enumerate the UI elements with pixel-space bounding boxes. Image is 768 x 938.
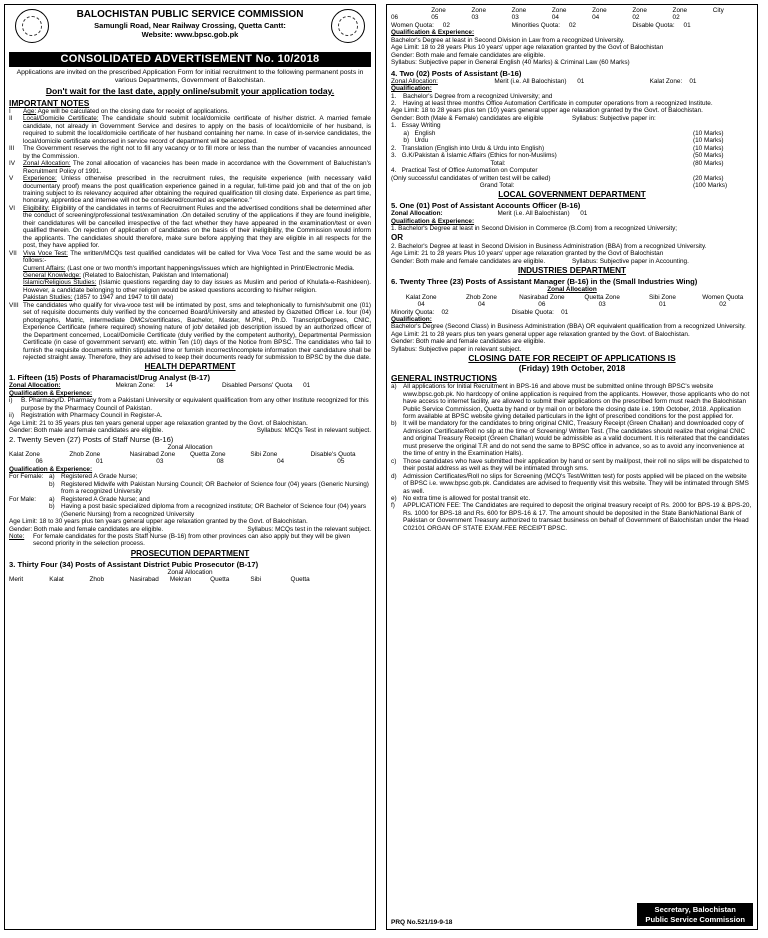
zone-label: Kalat bbox=[49, 576, 64, 584]
footer bbox=[391, 900, 753, 926]
post3-zonal-label: Zonal Allocation bbox=[167, 568, 213, 576]
note-body: Unless otherwise prescribed in the recruitment rules, the requisite experience (with necessary valid documentary proof) means the post qualification experience gained in a regular, full-time paid job and that of the on job training subject to its relevancy acquired after obtaining the required qualification till closing date. Experience as part time, honorary, apprentice and internee will not be considered/counted as experience." bbox=[23, 175, 371, 205]
zone-label: Quetta Zone bbox=[584, 293, 620, 301]
post5-or: OR bbox=[391, 232, 403, 242]
zone-label: Women Quota bbox=[702, 293, 744, 301]
list-text: Having a post basic specialized diploma from a recognized institute; OR Bachelor of Science four (04) years (Generic Nursing) from a recognized University bbox=[61, 503, 367, 518]
list-text: Registered A Grade Nurse; and bbox=[61, 495, 150, 503]
paper-name: 1. Essay Writing bbox=[391, 122, 441, 130]
post5-qual-label: Qualification & Experience: bbox=[391, 217, 475, 225]
paper-name: Grand Total: bbox=[391, 181, 515, 189]
list-text: Registered Midwife with Pakistan Nursing Council; OR Bachelor of Science four (04) years (Generic Nursing) from a recognized University bbox=[61, 480, 369, 496]
zone-value: 06 bbox=[391, 14, 399, 22]
zone-label: Zhob Zone bbox=[466, 293, 497, 301]
note-label: Local/Domicile Certificate: bbox=[23, 115, 99, 123]
list-item bbox=[391, 93, 753, 100]
prq-number: PRQ No.521/19-9-18 bbox=[391, 918, 453, 926]
viva-label: Islamic/Religious Studies: bbox=[23, 279, 97, 287]
post5-qual1: 1. Bachelor's Degree at least in Second Division in Commerce (B.Com) from a recognized University; bbox=[391, 225, 678, 233]
post2-qual-label: Qualification & Experience: bbox=[9, 465, 93, 473]
post5-gender-syllabus: Gender: Both male and female candidates are eligible. Syllabus: Subjective paper in Accounting. bbox=[391, 257, 689, 265]
viva-item bbox=[9, 279, 371, 294]
list-item bbox=[9, 397, 371, 412]
list-number: a) bbox=[391, 383, 397, 391]
zone-value: 02 bbox=[632, 14, 640, 22]
left-column bbox=[4, 4, 376, 930]
note-text bbox=[23, 175, 371, 205]
note-text bbox=[23, 160, 371, 175]
paper-row bbox=[391, 122, 753, 129]
paper-row bbox=[391, 137, 753, 144]
note-number: I bbox=[9, 108, 11, 115]
bpsc-logo-icon bbox=[15, 9, 49, 43]
post4-qual-label: Qualification: bbox=[391, 85, 432, 93]
paper-marks bbox=[693, 122, 753, 129]
paper-row bbox=[391, 145, 753, 152]
note-body: The written/MCQs test qualified candidates will be called for Viva Voce Test and the same would be as follows:- bbox=[23, 249, 371, 265]
zone-value: 06 bbox=[35, 458, 43, 466]
post2-gender-syllabus: Gender: Both male and female candidates are eligible. Syllabus: MCQs test in the relevant subject. bbox=[9, 525, 371, 533]
paper-marks: (50 Marks) bbox=[693, 152, 724, 160]
org-website: Website: www.bpsc.gob.pk bbox=[141, 30, 239, 39]
post1-zonal: Zonal Allocation: Mekran Zone: 14 Disabled Persons' Quota 01 bbox=[9, 382, 311, 390]
list-item bbox=[391, 420, 753, 457]
zone-label: Sibi Zone bbox=[648, 293, 676, 301]
zone-label: Quetta Zone bbox=[189, 451, 226, 459]
zone-value: 03 bbox=[511, 14, 519, 22]
paper-name: a) English bbox=[391, 129, 436, 137]
note-item bbox=[9, 115, 371, 145]
post2-vals bbox=[9, 458, 371, 465]
list-number: ii) bbox=[9, 412, 14, 420]
note-label: Zonal Allocation: bbox=[23, 160, 71, 168]
note-text bbox=[23, 115, 371, 145]
paper-name: 3. G.K/Pakistan & Islamic Affairs (Ethics for non-Muslims) bbox=[391, 152, 557, 160]
list-text: No extra time is allowed for postal transit etc. bbox=[403, 495, 531, 503]
post3-syllabus: Syllabus: Subjective paper in General English (40 Marks) & Criminal Law (60 Marks) bbox=[391, 59, 630, 67]
list-text: Having at least three months Office Automation Certificate in computer operations from a recognized Institute. bbox=[403, 99, 713, 107]
zone-label: Quetta bbox=[290, 576, 310, 584]
post1-gender-syllabus: Gender: Both male and female candidates are eligible. Syllabus: MCQs Test in relevant subject. bbox=[9, 427, 371, 435]
viva-label: Pakistan Studies: bbox=[23, 294, 73, 302]
note-item bbox=[9, 145, 371, 160]
list-item bbox=[391, 458, 753, 473]
zone-value: 08 bbox=[216, 458, 224, 466]
list-number: e) bbox=[391, 495, 397, 503]
zone-label: Kalat Zone bbox=[405, 293, 437, 301]
list-number: d) bbox=[391, 472, 397, 480]
notes-list bbox=[9, 108, 371, 302]
post1-qual-label: Qualification & Experience: bbox=[9, 389, 93, 397]
zone-value: 01 bbox=[658, 301, 667, 309]
zone-value: 04 bbox=[551, 14, 559, 22]
note-text bbox=[23, 250, 371, 265]
viva-text bbox=[23, 279, 371, 294]
note-number: IV bbox=[9, 160, 16, 168]
zone-value: 03 bbox=[598, 301, 606, 309]
list-text: All applications for Initial Recruitment in BPS-16 and above must be submitted online through BPSC's website www.bpsc.gob.pk. No hardcopy of online application is required from the applicants. However, those applicants who do not have access to internet facility, are allowed to submit their applications on the prescribed form must reach the Balochistan Public Service Commission, Quetta by hand or by mail on or before the closing date i.e. 19th October, 2018. Application form available at BPSC website giving detailed particulars in the light of prescribed conditions for the post applied for. bbox=[403, 383, 750, 421]
general-title: GENERAL INSTRUCTIONS bbox=[391, 373, 497, 384]
list-text: APPLICATION FEE: The Candidates are required to deposit the original treasury receipt of Rs. 2000 for BPS-19 & BPS-20, Rs. 1000 for BPS-18 and Rs. 600 for BPS-16 & 17. The amount should be deposited in the State Bank/National Bank of Pakistan or Government Treasury authorized to transact business on behalf of Government of Balochistan under the Head C02101 ORGAN OF STATE EXAM.FEE RECEIPT BPSC. bbox=[403, 502, 752, 532]
paper-name: b) Urdu bbox=[391, 137, 429, 145]
list-item bbox=[9, 412, 371, 419]
post2-zones bbox=[9, 451, 371, 458]
paper-marks bbox=[693, 167, 753, 174]
note-item bbox=[9, 205, 371, 250]
viva-body: (Islamic questions regarding day to day issues as Muslim and period of Khulafa-e-Rashideen). However, a candidate belonging to other religion would be asked questions according to his/her religion. bbox=[23, 279, 371, 294]
post3-vals bbox=[391, 14, 753, 21]
viva-body: (Last one or two month's important happenings/issues which are highlighted in Print/Electronic Media. bbox=[67, 264, 355, 272]
note-body: The Government reserves the right not to fill any vacancy or to fill more or less than the number of vacancies announced by the Commission. bbox=[23, 145, 371, 160]
zone-label: Kalat Zone bbox=[9, 451, 40, 459]
list-number: f) bbox=[391, 502, 395, 510]
post6-age: Age Limit: 21 to 28 years plus ten years general upper age relaxation granted by the Govt. of Balochistan. bbox=[391, 330, 690, 338]
viva-item bbox=[9, 265, 371, 272]
zone-label: Zone bbox=[511, 7, 527, 14]
zone-value: 01 bbox=[95, 458, 104, 466]
post3-quotas: Women Quota: 02 Minorities Quota: 02 Disable Quota: 01 bbox=[391, 21, 691, 29]
paper-row bbox=[391, 152, 753, 159]
paper-marks: (100 Marks) bbox=[693, 181, 728, 189]
note-item bbox=[9, 108, 371, 115]
list-number: c) bbox=[391, 457, 397, 465]
list-text: Registered A Grade Nurse; bbox=[61, 473, 138, 481]
list-item bbox=[49, 496, 371, 503]
list-item bbox=[49, 503, 371, 518]
viva-body: (1857 to 1947 and 1947 to till date) bbox=[74, 294, 174, 302]
note-item bbox=[9, 160, 371, 175]
list-text: Admission Certificates/Roll no slips for Screening (MCQ's Test/Written test) for posts applied will be placed on the website of BPSC i.e. www.bpsc.gob.pk. Candidates are advised to frequently visit this website. They will be intimated through SMS as well. bbox=[403, 472, 749, 495]
note-label: Experience: bbox=[23, 175, 57, 183]
zone-label: Sibi bbox=[250, 576, 261, 584]
paper-row bbox=[391, 175, 753, 182]
post3-qual: Bachelor's Degree at least in Second Division in Law from a recognized University. bbox=[391, 36, 625, 44]
post6-vals bbox=[391, 301, 753, 308]
industries-dept-title: INDUSTRIES DEPARTMENT bbox=[517, 266, 627, 276]
zone-label: City bbox=[712, 7, 724, 14]
note-text bbox=[23, 205, 371, 250]
note-body: Eligibility of the candidates in terms of Recruitment Rules and the advertised conditions shall be determined after the conduct of screening/professional test/examination .On detailed scrutiny of the applications if they are found ineligible, their candidatures will be cancelled irrespective of the fact whether they have appeared in the examination/test or even qualified therein. On rejection of application of candidates on the basis of their ineligibility, the Commission would inform the applicants. The candidates should therefore, make sure before applying that they are eligible in all respects for the post, they have applied for. bbox=[23, 204, 372, 250]
apply-warning: Don't wait for the last date, apply online/submit your application today. bbox=[45, 86, 335, 96]
zone-label: Zhob bbox=[89, 576, 105, 584]
list-number: b) bbox=[49, 480, 55, 488]
ad-title: CONSOLIDATED ADVERTISEMENT No. 10/2018 bbox=[9, 52, 371, 67]
list-text: Registration with Pharmacy Council in Register-A. bbox=[21, 412, 163, 420]
list-number: a) bbox=[49, 495, 55, 503]
list-number: 1. bbox=[391, 92, 397, 100]
paper-marks: (10 Marks) bbox=[693, 137, 724, 145]
prosecution-dept-title: PROSECUTION DEPARTMENT bbox=[130, 548, 250, 558]
local-gov-dept-title: LOCAL GOVERNMENT DEPARTMENT bbox=[498, 190, 646, 200]
zone-value: 02 bbox=[719, 301, 727, 309]
post5-qual2: 2. Bachelor's Degree at least in Second Division in Business Administration (BBA) from a recognized University. bbox=[391, 242, 707, 250]
post6-syllabus: Syllabus: Subjective paper in relevant subject. bbox=[391, 345, 522, 353]
list-number: a) bbox=[49, 473, 55, 481]
post2-title: 2. Twenty Seven (27) Posts of Staff Nurse (B-16) bbox=[9, 434, 174, 444]
note-number: II bbox=[9, 115, 13, 123]
zone-label: Zone bbox=[672, 7, 688, 14]
post1-title: 1. Fifteen (15) Posts of Pharamacist/Drug Analyst (B-17) bbox=[9, 373, 211, 383]
note-text bbox=[23, 108, 371, 115]
post6-zones bbox=[391, 294, 753, 301]
zone-label: Zone bbox=[632, 7, 647, 14]
post6-qual: Bachelor's Degree (Second Class) in Business Administration (BBA) OR equivalent qualification from a recognized University. bbox=[391, 323, 746, 331]
note-body: The candidate should submit local/domicile certificate of his/her district. A married female candidate, not already in Government Service and desires to apply on the basis of local/domicile of her husband, is required to submit the local/domicile certificate of her husband containing her name. In case of in-service candidates, the local/domicile certificate endorsed in service record of department will be accepted. bbox=[23, 115, 371, 145]
paper-name: Total: bbox=[391, 159, 506, 167]
zone-label: Zone bbox=[431, 7, 446, 14]
list-item bbox=[391, 473, 753, 495]
zone-value: 06 bbox=[538, 301, 546, 309]
post6-qual-label: Qualification: bbox=[391, 315, 432, 323]
zone-label: Nasirabad bbox=[129, 576, 159, 584]
note-label: Age: bbox=[23, 108, 37, 115]
list-item bbox=[49, 473, 371, 480]
post3-title: 3. Thirty Four (34) Posts of Assistant District Pubic Prosecutor (B-17) bbox=[9, 559, 259, 569]
paper-name: (Only successful candidates of written test will be called) bbox=[391, 174, 551, 182]
post2-female: For Female: a) Registered A Grade Nurse; b) Registered Midwife with Pakistan Nursing Council; OR Bachelor of Science four (04) years (Generic Nursing) from a recognized University bbox=[9, 473, 371, 495]
list-number: b) bbox=[49, 503, 55, 511]
list-number: 2. bbox=[391, 99, 397, 107]
paper-name: 2. Translation (English into Urdu & Urdu into English) bbox=[391, 144, 545, 152]
note-number: VI bbox=[9, 204, 16, 212]
advertisement-page bbox=[4, 4, 764, 930]
viva-label: General Knowledge: bbox=[23, 271, 81, 279]
health-dept-title: HEALTH DEPARTMENT bbox=[144, 362, 236, 372]
post6-zonal-label: Zonal Allocation bbox=[547, 286, 597, 294]
note-number: III bbox=[9, 145, 15, 153]
zone-label: Zhob Zone bbox=[69, 451, 101, 459]
right-column bbox=[386, 4, 758, 930]
note-label: Eligibility: bbox=[23, 204, 50, 212]
paper-marks: (80 Marks) bbox=[693, 159, 724, 167]
post3-zones-row2 bbox=[391, 7, 753, 14]
list-item bbox=[391, 383, 753, 420]
closing-title: CLOSING DATE FOR RECEIPT OF APPLICATIONS IS bbox=[468, 353, 676, 364]
viva-label: Current Affairs: bbox=[23, 264, 66, 272]
zone-value: 04 bbox=[592, 14, 600, 22]
note-text bbox=[23, 145, 371, 160]
post4-title: 4. Two (02) Posts of Assistant (B-16) bbox=[391, 68, 522, 78]
paper-marks: (10 Marks) bbox=[693, 129, 724, 137]
post2-note: Note: For female candidates for the posts Staff Nurse (B-16) from other provinces can also apply but they will be given second priority in the selection process. bbox=[9, 533, 351, 548]
viva-item bbox=[9, 294, 371, 301]
post6-quotas: Minority Quota: 02 Disable Quota: 01 bbox=[391, 308, 569, 316]
post3-zones bbox=[9, 576, 371, 583]
notes-title: IMPORTANT NOTES bbox=[9, 98, 90, 108]
post6-title: 6. Twenty Three (23) Posts of Assistant Manager (B-16) in the (Small Industries Wing) bbox=[391, 277, 698, 287]
list-text: Bachelor's Degree from a recognized University; and bbox=[403, 92, 553, 100]
viva-text bbox=[23, 294, 371, 301]
list-text: It will be mandatory for the candidates to bring original CNIC, Treasury Receipt (Green Challan) and downloaded copy of Admission Certificate/Roll no slip at the time of Screening/ Written Test. (The candidates should realize that original CNIC and original Treasury Receipt (Green Challan) would be admissible as a valid document. It is reiterated that the candidates must preserve the original T.R and do not send the same to BPSC office in advance, so as to avoid any inconvenience at the time of entry in the Examination Halls). bbox=[403, 420, 750, 458]
zone-value: 02 bbox=[672, 14, 680, 22]
post3-gender: Gender: Both male and female candidates are eligible. bbox=[391, 51, 546, 59]
org-address: Samungli Road, Near Railway Crossing, Quetta Cantt: bbox=[94, 21, 286, 30]
post2-age: Age Limit: 18 to 30 years plus ten years general upper age relaxation granted by the Govt. of Balochistan. bbox=[9, 518, 308, 526]
viva-text bbox=[23, 265, 371, 272]
zone-label: Sibi Zone bbox=[250, 451, 278, 459]
post4-papers bbox=[391, 122, 753, 189]
list-number: b) bbox=[391, 420, 397, 428]
zone-label: Nasirabad Zone bbox=[519, 293, 565, 301]
post5-age: Age Limit: 21 to 28 years Plus 10 years' upper age relaxation granted by the Govt of Balochistan bbox=[391, 250, 664, 258]
post2-male: For Male: a) Registered A Grade Nurse; and b) Having a post basic specialized diploma from a recognized institute; OR Bachelor of Science four (04) years (Generic Nursing) from a recognized University bbox=[9, 496, 371, 518]
intro-text: Applications are invited on the prescribed Application Form for initial recruitment to the following permanent posts in various Departments, Government of Balochistan. bbox=[16, 69, 364, 84]
note-body: The zonal allocation of vacancies has been made in accordance with the Government of Baluchistan's Recruitment Policy of 1991. bbox=[23, 160, 371, 175]
note-number: V bbox=[9, 175, 14, 183]
list-text: B. Pharmacy/D. Pharmacy from a Pakistani University or equivalent qualification from any other Institute recognized for this purpose by the Pharmacy Council of Pakistan. bbox=[21, 397, 369, 412]
zone-label: Nasirabad Zone bbox=[129, 451, 176, 459]
paper-marks: (10 Marks) bbox=[693, 144, 724, 152]
zone-label: Merit bbox=[9, 576, 24, 584]
post6-gender: Gender: Both male and female candidates are eligible. bbox=[391, 338, 546, 346]
zone-value: 04 bbox=[417, 301, 425, 309]
viva-item bbox=[9, 272, 371, 279]
note-item bbox=[9, 250, 371, 265]
paper-name: 4. Practical Test of Office Automation on Computer bbox=[391, 167, 538, 175]
list-text: Those candidates who have submitted their application by hand or sent by mail/post, their roll no slips will be dispatched to their postal address as well as they will be intimated through sms. bbox=[403, 457, 750, 473]
zone-label: Quetta bbox=[210, 576, 230, 584]
zone-label: Zone bbox=[592, 7, 607, 14]
paper-row bbox=[391, 167, 753, 174]
post4-quals bbox=[391, 93, 753, 108]
zone-label: Mekran bbox=[169, 576, 192, 584]
paper-row bbox=[391, 182, 753, 189]
paper-row bbox=[391, 130, 753, 137]
paper-row bbox=[391, 160, 753, 167]
post2-zonal-label: Zonal Allocation bbox=[167, 443, 213, 451]
zone-value: 05 bbox=[337, 458, 345, 466]
post4-gender-syllabus: Gender: Both (Male & Female) candidates are eligible Syllabus: Subjective paper in: bbox=[391, 114, 656, 122]
zone-value: 04 bbox=[477, 301, 486, 309]
balochistan-emblem-icon bbox=[331, 9, 365, 43]
post3-age: Age Limit: 18 to 28 years Plus 10 years' upper age relaxation granted by the Govt of Balochistan bbox=[391, 44, 664, 52]
post5-title: 5. One (01) Post of Assistant Accounts Officer (B-16) bbox=[391, 201, 581, 211]
zone-value: 03 bbox=[156, 458, 164, 466]
viva-body: (Related to Balochistan, Pakistan and International) bbox=[82, 271, 229, 279]
paper-marks: (20 Marks) bbox=[693, 174, 724, 182]
post4-age: Age Limit: 18 to 28 years plus ten (10) years general upper age relaxation granted by the Govt. of Balochistan. bbox=[391, 107, 703, 115]
general-list bbox=[391, 383, 753, 532]
list-item bbox=[391, 502, 753, 532]
note-viii: VIII The candidates who qualify for viva-voce test will be intimated by post, sms and telephonically to furnish/submit one (01) set of requisite documents duly verified by the concerned Board/University and attested by Gazetted Officer i.e. four (04) photographs, Matric, intermediate DMCs/certificates, Bachelor, Master, M.Phil., Ph.D. Transcript/Degrees, CNIC, Experience Certificate (where required) showing nature of job/ detailed job description issued by an authorized officer of the Department concerned, Local/Domicile Certificate (duly verified by the competent authority), Departmental Permission Certificate (in case of government servant) etc. within Ten (10) days of the Notice from BPSC. The candidates who fail to furnish the requisite documents within stipulated time or furnish incorrect/incomplete information their candidature shall be rejected straight away. Therefore, they are advised to keep their documents ready for submission to BPSC by the due date. bbox=[9, 301, 371, 361]
zone-value: 04 bbox=[276, 458, 285, 466]
note-body: Age will be calculated on the closing date for receipt of applications. bbox=[37, 108, 230, 115]
zone-value: 05 bbox=[431, 14, 439, 22]
closing-date: (Friday) 19th October, 2018 bbox=[518, 363, 626, 374]
post5-zonal: Zonal Allocation: Merit (i.e. All Balochistan) 01 bbox=[391, 210, 588, 218]
signature-block: Secretary, Balochistan Public Service Commission bbox=[637, 903, 753, 926]
list-number: i) bbox=[9, 397, 13, 405]
list-item bbox=[49, 481, 371, 496]
note-item bbox=[9, 175, 371, 205]
post1-quals bbox=[9, 397, 371, 419]
post1-age: Age Limit: 21 to 35 years plus ten years general upper age relaxation granted by the Govt. of Balochistan. bbox=[9, 419, 308, 427]
zone-label: Disable's Quota bbox=[310, 451, 356, 459]
post3-qual-label: Qualification & Experience: bbox=[391, 29, 475, 37]
zone-value: 03 bbox=[471, 14, 479, 22]
viva-text bbox=[23, 272, 371, 279]
header bbox=[9, 7, 371, 51]
org-name: BALOCHISTAN PUBLIC SERVICE COMMISSION bbox=[76, 9, 304, 20]
list-item bbox=[391, 100, 753, 107]
list-item bbox=[391, 495, 753, 502]
note-label: Viva Voce Test: bbox=[23, 249, 68, 257]
zone-label: Zone bbox=[551, 7, 567, 14]
note-number: VII bbox=[9, 249, 17, 257]
post4-zonal: Zonal Allocation: Merit (i.e. All Balochistan) 01 Kalat Zone: 01 bbox=[391, 77, 697, 85]
zone-label: Zone bbox=[471, 7, 487, 14]
